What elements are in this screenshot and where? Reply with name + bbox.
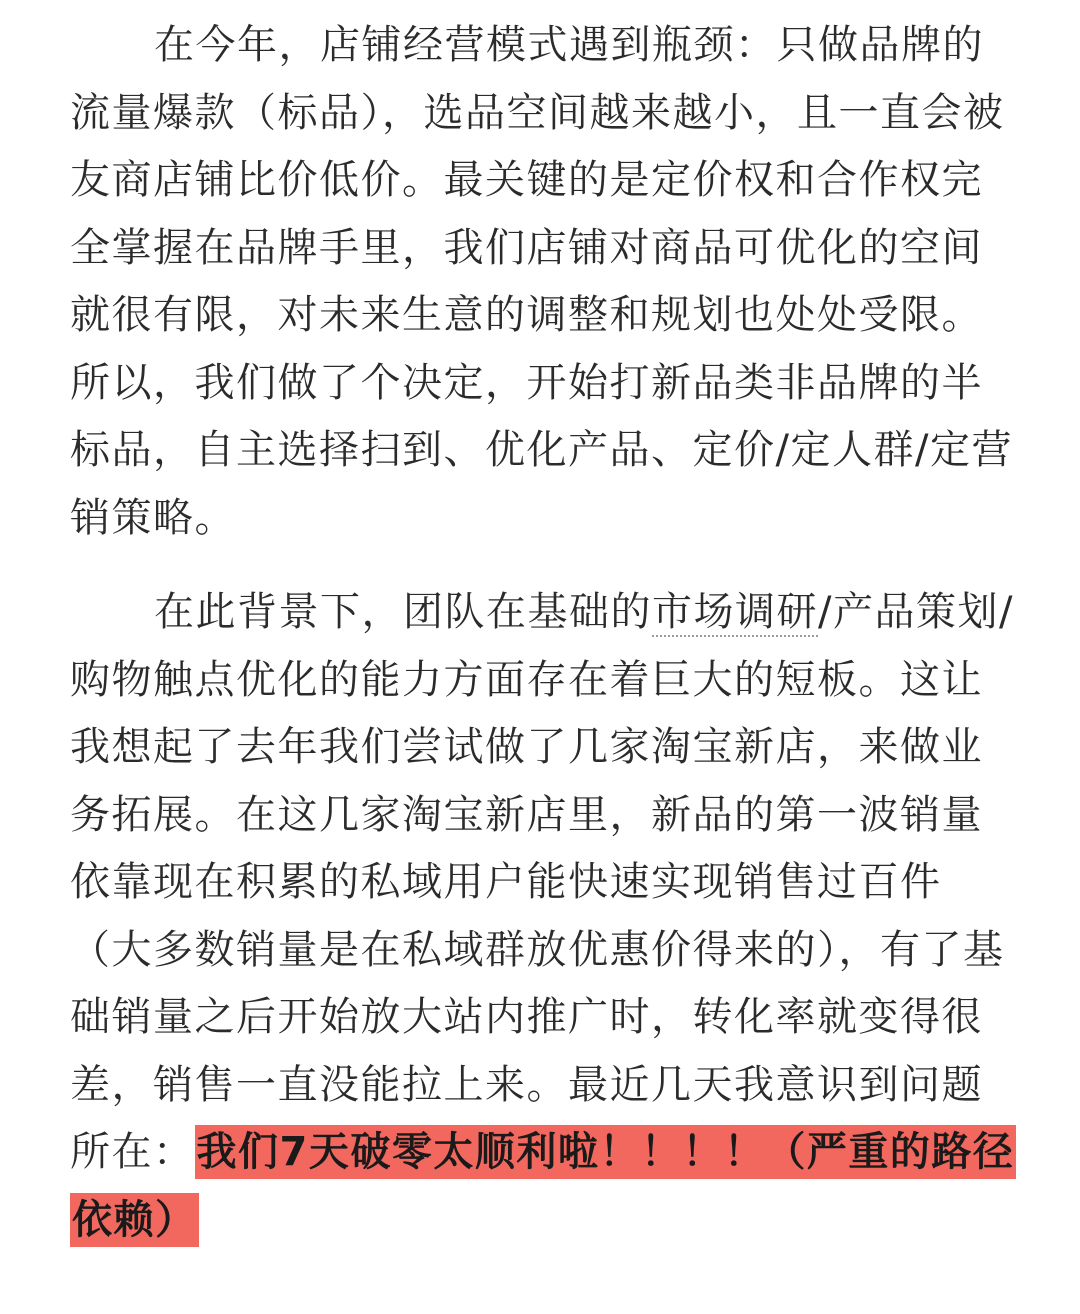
paragraph-2-intro: 在此背景下，团队在基础的 <box>154 589 652 635</box>
paragraph-2 <box>70 579 1015 1254</box>
market-research-link[interactable]: 市场调研 <box>652 589 818 635</box>
highlighted-conclusion: 我们7天破零太顺利啦！！！！（严重的路径依赖） <box>70 1125 1016 1247</box>
paragraph-1: 在今年，店铺经营模式遇到瓶颈：只做品牌的流量爆款（标品），选品空间越来越小，且一直会被友商店铺比价低价。最关键的是定价权和合作权完全掌握在品牌手里，我们店铺对商品可优化的空间就很有限，对未来生意的调整和规划也处处受限。所以，我们做了个决定，开始打新品类非品牌的半标品，自主选择扫到、优化产品、定价/定人群/定营销策略。 <box>70 22 1013 541</box>
paragraph-2-body: /产品策划/购物触点优化的能力方面存在着巨大的短板。这让我想起了去年我们尝试做了几家淘宝新店，来做业务拓展。在这几家淘宝新店里，新品的第一波销量依靠现在积累的私域用户能快速实现销售过百件（大多数销量是在私域群放优惠价得来的），有了基础销量之后开始放大站内推广时，转化率就变得很差，销售一直没能拉上来。最近几天我意识到问题所在： <box>70 589 1014 1175</box>
